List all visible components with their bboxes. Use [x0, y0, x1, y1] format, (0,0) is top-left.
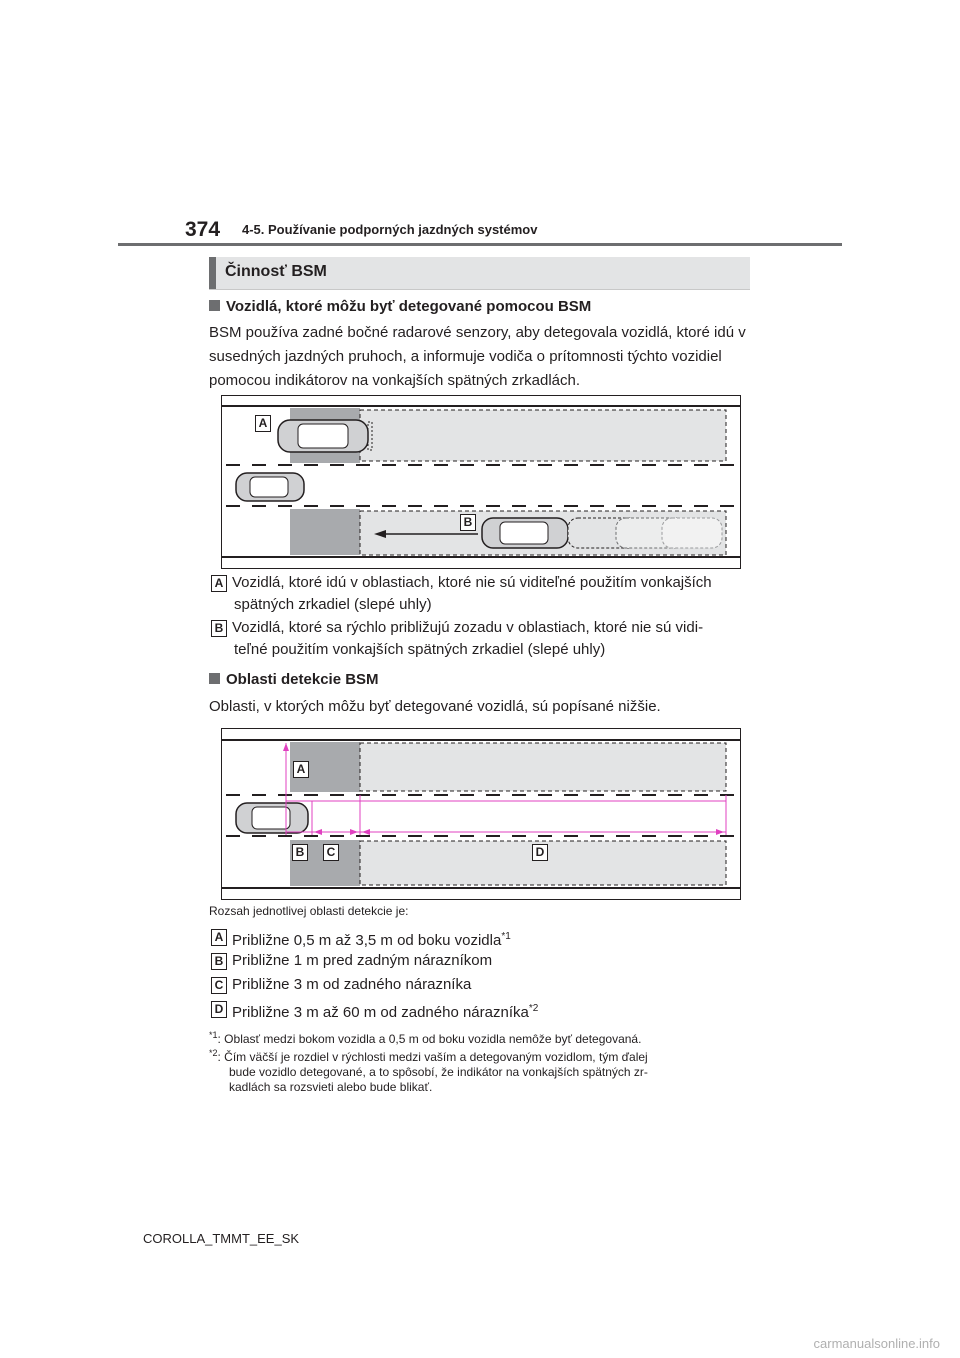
heading-detection-areas — [209, 671, 379, 688]
figure-detected-vehicles — [221, 395, 741, 569]
figure2-label-d: D — [532, 844, 548, 861]
chapter-title: 4-5. Používanie podporných jazdných systémov — [242, 222, 538, 237]
footnote-2-text: : Čím väčší je rozdiel v rýchlosti medzi vaším a detegovaným vozidlom, tým ďalej — [217, 1050, 648, 1064]
range-d-text — [232, 998, 538, 1024]
range-b-key: B — [211, 953, 227, 970]
paragraph-areas-intro: Oblasti, v ktorých môžu byť detegované vozidlá, sú popísané nižšie. — [209, 698, 661, 715]
range-a-sup: *1 — [501, 931, 511, 942]
footnote-2 — [209, 1046, 648, 1095]
bullet-square-icon — [209, 673, 220, 684]
document-code: COROLLA_TMMT_EE_SK — [143, 1231, 300, 1246]
watermark: carmanualsonline.info — [813, 1336, 940, 1351]
bullet-square-icon — [209, 300, 220, 311]
range-b-text: Približne 1 m pred zadným nárazníkom — [232, 952, 493, 969]
item-a-line2: spätných zrkadiel (slepé uhly) — [234, 596, 432, 613]
heading-text: Vozidlá, ktoré môžu byť detegované pomocou BSM — [226, 298, 592, 315]
range-d-sup: *2 — [528, 1003, 539, 1014]
own-car-icon — [236, 473, 304, 501]
footnote-2-line2: bude vozidlo detegované, a to spôsobí, že indikátor na vonkajších spätných zr- — [229, 1065, 648, 1079]
item-a-text — [232, 572, 712, 616]
page-number: 374 — [185, 218, 221, 241]
range-a-label: Približne 0,5 m až 3,5 m od boku vozidla — [232, 932, 502, 949]
own-car-icon — [236, 803, 308, 833]
footnote-2-mark: *2 — [209, 1048, 218, 1058]
figure2-drawing — [222, 729, 740, 899]
figure1-label-b: B — [460, 514, 476, 531]
item-a-key: A — [211, 575, 227, 592]
item-b-text — [232, 617, 703, 661]
section-title: Činnosť BSM — [225, 263, 327, 280]
figure1-drawing — [222, 396, 740, 568]
car-b-icon — [482, 518, 722, 548]
range-d-key: D — [211, 1001, 227, 1018]
heading-detected-vehicles — [209, 298, 591, 315]
item-a-line1: Vozidlá, ktoré idú v oblastiach, ktoré nie sú viditeľné použitím vonkajších — [232, 574, 712, 591]
heading-text: Oblasti detekcie BSM — [226, 671, 379, 688]
section-title-bar — [209, 257, 750, 290]
footnote-1-text: : Oblasť medzi bokom vozidla a 0,5 m od boku vozidla nemôže byť detegovaná. — [217, 1032, 642, 1046]
paragraph-bsm-intro: BSM používa zadné bočné radarové senzory, aby detegovala vozidlá, ktoré idú v susedných jazdných pruhoch, a informuje vodiča o prítomnosti týchto vozidiel pomocou indikátorov na vonkajších spätných zrkadlách. — [209, 324, 746, 389]
item-b-key: B — [211, 620, 227, 637]
ranges-caption: Rozsah jednotlivej oblasti detekcie je: — [209, 904, 409, 918]
range-c-text: Približne 3 m od zadného nárazníka — [232, 976, 472, 993]
figure1-label-a: A — [255, 415, 271, 432]
figure2-label-a: A — [293, 761, 309, 778]
figure-detection-areas — [221, 728, 741, 900]
range-a-key: A — [211, 929, 227, 946]
footnote-2-line3: kadlách sa rozsvieti alebo bude blikať. — [229, 1080, 433, 1094]
footnote-1-mark: *1 — [209, 1030, 218, 1040]
car-a-icon — [278, 420, 372, 452]
item-b-line1: Vozidlá, ktoré sa rýchlo približujú zozadu v oblastiach, ktoré nie sú vidi- — [232, 619, 704, 636]
range-a-text — [232, 926, 511, 952]
header-rule — [118, 243, 842, 246]
figure2-label-b: B — [292, 844, 308, 861]
item-b-line2: teľné použitím vonkajších spätných zrkadiel (slepé uhly) — [234, 641, 606, 658]
figure2-label-c: C — [323, 844, 339, 861]
range-d-label: Približne 3 m až 60 m od zadného nárazníka — [232, 1004, 529, 1021]
section-accent — [209, 257, 216, 289]
range-c-key: C — [211, 977, 227, 994]
footnote-1 — [209, 1028, 641, 1047]
